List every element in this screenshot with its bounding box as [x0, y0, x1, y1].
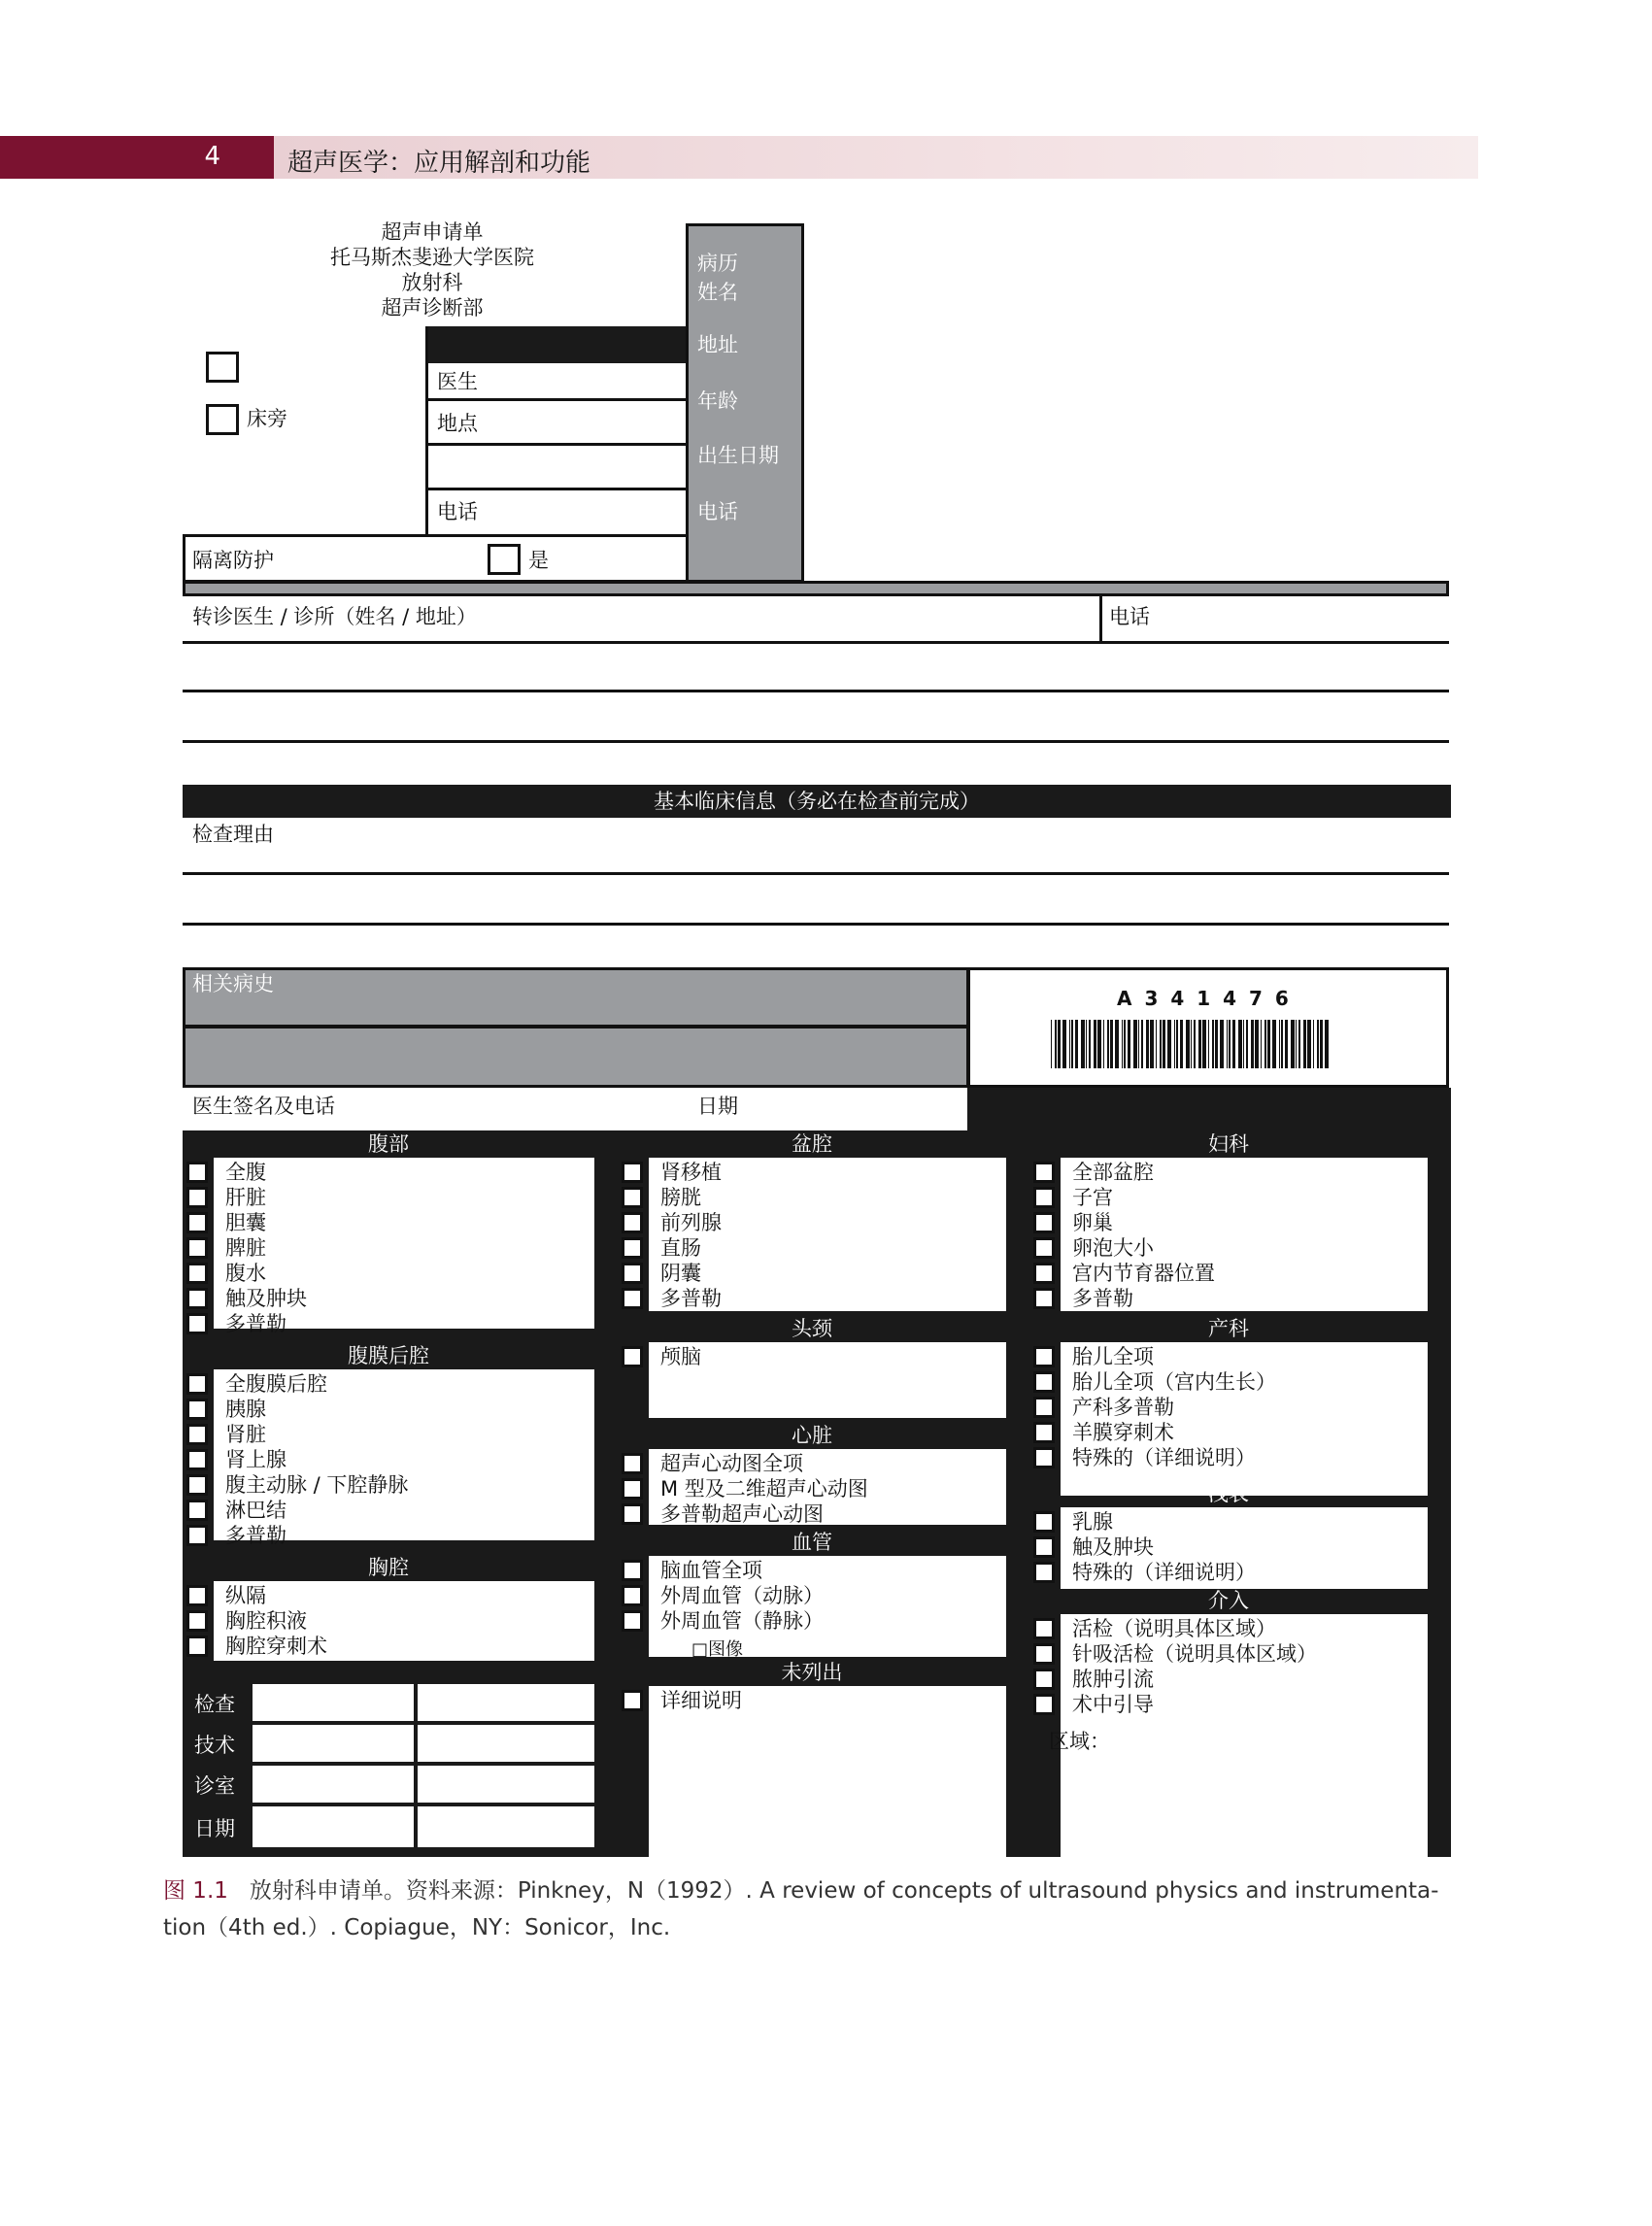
form-title [311, 219, 554, 320]
barcode-bar [1167, 1020, 1171, 1068]
barcode-bar [1094, 1020, 1096, 1068]
barcode-bar [1227, 1020, 1228, 1068]
exam-item-label: 针吸活检（说明具体区域） [1072, 1642, 1317, 1666]
exam-item-label: 触及肿块 [225, 1287, 307, 1310]
gyn-section [1029, 1158, 1428, 1311]
figure-caption [163, 1872, 1494, 1946]
exam-item-label: 淋巴结 [225, 1499, 287, 1522]
exam-checkbox[interactable] [1033, 1288, 1055, 1309]
exam-item-label: 多普勒 [1072, 1287, 1133, 1310]
image-option[interactable]: □图像 [691, 1639, 744, 1660]
log-row-label: 检查 [194, 1693, 235, 1716]
barcode-bar [1307, 1020, 1311, 1068]
exam-checkbox[interactable] [186, 1636, 208, 1657]
exam-checkbox[interactable] [186, 1313, 208, 1334]
barcode-bar [1163, 1020, 1165, 1068]
referring-phone-label: 电话 [1109, 605, 1150, 628]
exam-checkbox[interactable] [186, 1373, 208, 1395]
isolation-yes-label: 是 [528, 549, 549, 572]
exam-item-label: 子宫 [1072, 1186, 1113, 1209]
exam-checkbox[interactable] [622, 1610, 643, 1632]
barcode-bar [1202, 1020, 1206, 1068]
exam-item-label: 宫内节育器位置 [1072, 1262, 1215, 1285]
barcode-bar [1229, 1020, 1231, 1068]
log-cell[interactable] [253, 1725, 414, 1762]
form-title-line: 托马斯杰斐逊大学医院 [330, 246, 534, 269]
exam-item-label: 阴囊 [660, 1262, 701, 1285]
barcode-number: A 3 4 1 4 7 6 [1117, 987, 1292, 1010]
pelvis-section [618, 1158, 1006, 1311]
rule [183, 641, 1449, 644]
exam-checkbox[interactable] [1033, 1346, 1055, 1367]
barcode-bar [1071, 1020, 1073, 1068]
barcode-bar [1107, 1020, 1109, 1068]
barcode-bar [1069, 1020, 1070, 1068]
exam-checkbox[interactable] [186, 1610, 208, 1632]
exam-item-label: 胸腔积液 [225, 1609, 307, 1633]
exam-checkbox[interactable] [1033, 1643, 1055, 1665]
barcode-bar [1298, 1020, 1300, 1068]
rule [425, 488, 688, 490]
barcode-bar [1215, 1020, 1218, 1068]
rule [183, 740, 1449, 743]
barcode-bar [1110, 1020, 1113, 1068]
figure-number: 图 1.1 [163, 1878, 228, 1904]
superficial-section-title: 浅表 [1208, 1482, 1249, 1505]
exam-checkbox[interactable] [186, 1288, 208, 1309]
exam-log-table [183, 1680, 594, 1851]
bedside-checkbox[interactable] [206, 404, 239, 435]
exam-item-label: 乳腺 [1072, 1510, 1113, 1534]
form-title-line: 放射科 [401, 271, 463, 294]
exam-item-label: 全腹 [225, 1161, 266, 1184]
page-number-band [0, 136, 274, 179]
exam-item-label: 触及肿块 [1072, 1535, 1154, 1559]
exam-checkbox[interactable] [186, 1263, 208, 1284]
barcode-bar [1115, 1020, 1119, 1068]
form-title-line: 超声申请单 [381, 220, 484, 244]
history-label: 相关病史 [192, 972, 274, 995]
barcode-bar [1124, 1020, 1126, 1068]
barcode-bar [1194, 1020, 1196, 1068]
exam-item-label: 腹水 [225, 1262, 266, 1285]
barcode-bar [1232, 1020, 1235, 1068]
head-section-title: 头颈 [792, 1317, 832, 1340]
log-cell[interactable] [253, 1806, 414, 1847]
exam-item-label: 全部盆腔 [1072, 1161, 1154, 1184]
heart-section-title: 心脏 [792, 1424, 832, 1447]
exam-checkbox[interactable] [622, 1288, 643, 1309]
rule [425, 443, 688, 446]
abdomen-section-title: 腹部 [368, 1132, 409, 1156]
exam-item-label: 产科多普勒 [1072, 1396, 1174, 1419]
exam-item-label: 卵巢 [1072, 1211, 1113, 1234]
exam-item-label: 肾脏 [225, 1423, 266, 1446]
log-cell[interactable] [418, 1766, 594, 1803]
barcode-bar [1150, 1020, 1154, 1068]
exam-item-label: 术中引导 [1072, 1693, 1154, 1716]
exam-item-label: 详细说明 [660, 1689, 742, 1712]
exam-checkbox[interactable] [186, 1399, 208, 1420]
exam-checkbox[interactable] [622, 1162, 643, 1183]
black-field [425, 326, 688, 363]
exam-item-label: M 型及二维超声心动图 [660, 1477, 868, 1501]
retro-section [183, 1369, 594, 1547]
log-row-label: 技术 [194, 1734, 235, 1757]
barcode-bar [1212, 1020, 1214, 1068]
exam-checkbox[interactable] [186, 1500, 208, 1521]
exam-checkbox[interactable] [622, 1585, 643, 1606]
barcode-bar [1220, 1020, 1224, 1068]
barcode-bar [1062, 1020, 1066, 1068]
doctor-label: 医生 [437, 370, 478, 393]
barcode-bar [1281, 1020, 1283, 1068]
rule [183, 923, 1449, 926]
log-cell[interactable] [253, 1766, 414, 1803]
exam-checkbox[interactable] [1033, 1371, 1055, 1393]
vessel-section [618, 1556, 1006, 1660]
barcode-bar [1191, 1020, 1192, 1068]
exam-item-label: 卵泡大小 [1072, 1236, 1154, 1260]
caption-line-1: 放射科申请单。资料来源：Pinkney，N（1992）. A review of concepts of ultrasound physics and instrumenta- [249, 1878, 1439, 1904]
exam-checkbox[interactable] [622, 1453, 643, 1474]
exam-item-label: 多普勒 [225, 1312, 287, 1335]
rule [183, 690, 1449, 692]
exam-item-label: 膀胱 [660, 1186, 701, 1209]
log-cell[interactable] [418, 1725, 594, 1762]
log-cell[interactable] [253, 1684, 414, 1721]
exam-item-label: 多普勒 [225, 1524, 287, 1547]
log-row-label: 日期 [194, 1817, 235, 1840]
barcode-bar [1303, 1020, 1306, 1068]
patient-phone-label: 电话 [697, 500, 738, 523]
field-stack-border [425, 326, 428, 534]
exam-item-label: 胰腺 [225, 1398, 266, 1421]
exam-item-label: 肾上腺 [225, 1448, 287, 1471]
gyn-section-title: 妇科 [1208, 1132, 1249, 1156]
barcode-bar [1141, 1020, 1143, 1068]
barcode-bar [1198, 1020, 1201, 1068]
barcode-bar [1146, 1020, 1149, 1068]
grey-divider-band [183, 581, 1449, 596]
chest-section-title: 胸腔 [368, 1556, 409, 1579]
barcode-bar [1208, 1020, 1209, 1068]
head-section [618, 1342, 1006, 1418]
exam-checkbox[interactable] [186, 1162, 208, 1183]
unlisted-section [618, 1686, 1006, 1865]
exam-item-label: 胆囊 [225, 1211, 266, 1234]
obs-section [1029, 1342, 1428, 1496]
barcode-bar [1097, 1020, 1101, 1068]
barcode-bar [1103, 1020, 1104, 1068]
exam-item-label: 外周血管（静脉） [660, 1609, 824, 1633]
exam-checkbox[interactable] [1033, 1187, 1055, 1208]
barcode-bar [1180, 1020, 1183, 1068]
isolation-label: 隔离防护 [192, 549, 274, 572]
rule [1099, 596, 1102, 643]
barcode-bar [1320, 1020, 1323, 1068]
barcode-bar [1058, 1020, 1061, 1068]
isolation-yes-checkbox[interactable] [488, 544, 521, 575]
signature-label: 医生签名及电话 [192, 1095, 335, 1118]
barcode-bar [1089, 1020, 1091, 1068]
exam-item-label: 多普勒超声心动图 [660, 1502, 824, 1526]
retro-section-title: 腹膜后腔 [348, 1344, 429, 1367]
barcode-bar [1264, 1020, 1266, 1068]
exam-item-label: 活检（说明具体区域） [1072, 1617, 1276, 1640]
exam-item-label: 胎儿全项 [1072, 1345, 1154, 1368]
phone-label: 电话 [437, 500, 478, 523]
barcode-bar [1186, 1020, 1190, 1068]
exam-item-label: 特殊的（详细说明） [1072, 1446, 1256, 1469]
barcode-icon [1051, 1020, 1332, 1070]
barcode-bar [1086, 1020, 1087, 1068]
exam-checkbox[interactable] [622, 1237, 643, 1259]
exam-checkbox[interactable] [1033, 1447, 1055, 1468]
exam-item-label: 肝脏 [225, 1186, 266, 1209]
exam-item-label: 直肠 [660, 1236, 701, 1260]
exam-checkbox[interactable] [1033, 1562, 1055, 1583]
book-title: 超声医学：应用解剖和功能 [287, 149, 591, 178]
log-cell[interactable] [418, 1806, 594, 1847]
barcode-bar [1122, 1020, 1123, 1068]
interv-section-title: 介入 [1208, 1589, 1249, 1612]
record-label: 病历 [697, 252, 738, 275]
barcode-bar [1243, 1020, 1244, 1068]
barcode-bar [1255, 1020, 1259, 1068]
barcode-bar [1246, 1020, 1248, 1068]
exam-item-label: 胎儿全项（宫内生长） [1072, 1370, 1276, 1394]
barcode-bar [1128, 1020, 1130, 1068]
barcode-bar [1296, 1020, 1297, 1068]
barcode-bar [1238, 1020, 1242, 1068]
barcode-bar [1325, 1020, 1329, 1068]
exam-item-label: 前列腺 [660, 1211, 722, 1234]
barcode-bar [1138, 1020, 1139, 1068]
exam-item-label: 特殊的（详细说明） [1072, 1561, 1256, 1584]
date-label: 日期 [697, 1095, 738, 1118]
exam-checkbox[interactable] [622, 1263, 643, 1284]
clinical-info-header [183, 785, 1451, 818]
history-field [183, 967, 969, 1028]
barcode-bar [1176, 1020, 1178, 1068]
barcode-bar [1174, 1020, 1175, 1068]
exam-checkbox[interactable] [622, 1503, 643, 1525]
interv-section [1029, 1614, 1428, 1865]
exam-item-label: 外周血管（动脉） [660, 1584, 824, 1607]
section-panel [649, 1342, 1006, 1418]
area-label: 区域： [1049, 1730, 1110, 1753]
exam-checkbox[interactable] [622, 1212, 643, 1233]
unlabeled-checkbox[interactable] [206, 352, 239, 383]
obs-section-title: 产科 [1208, 1317, 1249, 1340]
barcode-bar [1279, 1020, 1280, 1068]
log-row-label: 诊室 [194, 1774, 235, 1798]
exam-checkbox[interactable] [1033, 1162, 1055, 1183]
barcode-bar [1156, 1020, 1157, 1068]
exam-checkbox[interactable] [622, 1346, 643, 1367]
exam-checkbox[interactable] [622, 1560, 643, 1581]
dob-label: 出生日期 [697, 444, 779, 467]
exam-item-label: 胸腔穿刺术 [225, 1635, 327, 1658]
exam-item-label: 超声心动图全项 [660, 1452, 803, 1475]
barcode-bar [1251, 1020, 1254, 1068]
exam-checkbox[interactable] [622, 1690, 643, 1711]
exam-checkbox[interactable] [1033, 1212, 1055, 1233]
barcode-bar [1075, 1020, 1078, 1068]
vessel-section-title: 血管 [792, 1531, 832, 1554]
exam-item-label: 全腹膜后腔 [225, 1372, 327, 1396]
barcode-bar [1291, 1020, 1295, 1068]
exam-checkbox[interactable] [622, 1187, 643, 1208]
form-title-line: 超声诊断部 [381, 296, 484, 320]
barcode-bar [1313, 1020, 1314, 1068]
location-label: 地点 [437, 412, 478, 435]
clinical-info-title: 基本临床信息（务必在检查前完成） [654, 790, 980, 813]
exam-checkbox[interactable] [186, 1449, 208, 1470]
page-number: 4 [204, 142, 220, 171]
exam-item-label: 脓肿引流 [1072, 1668, 1154, 1691]
age-label: 年龄 [697, 389, 738, 413]
barcode-bar [1160, 1020, 1162, 1068]
superficial-section [1029, 1507, 1428, 1589]
exam-item-label: 脾脏 [225, 1236, 266, 1260]
exam-checkbox[interactable] [622, 1478, 643, 1500]
barcode-bar [1055, 1020, 1057, 1068]
exam-item-label: 羊膜穿刺术 [1072, 1421, 1174, 1444]
barcode-bar [1285, 1020, 1288, 1068]
exam-checkbox[interactable] [1033, 1237, 1055, 1259]
black-block [967, 1088, 1451, 1132]
exam-checkbox[interactable] [1033, 1669, 1055, 1690]
exam-item-label: 脑血管全项 [660, 1559, 762, 1582]
log-cell[interactable] [418, 1684, 594, 1721]
barcode-bar [1133, 1020, 1137, 1068]
exam-item-label: 肾移植 [660, 1161, 722, 1184]
exam-checkbox[interactable] [1033, 1536, 1055, 1558]
caption-line-2: tion（4th ed.）. Copiague，NY：Sonicor，Inc. [163, 1915, 671, 1940]
unlisted-section-title: 未列出 [781, 1661, 843, 1684]
barcode-bar [1317, 1020, 1319, 1068]
bedside-label: 床旁 [247, 407, 287, 430]
exam-checkbox[interactable] [186, 1474, 208, 1496]
barcode-bar [1081, 1020, 1085, 1068]
running-title-band [274, 136, 1478, 179]
pelvis-section-title: 盆腔 [792, 1132, 832, 1156]
exam-checkbox[interactable] [1033, 1397, 1055, 1418]
exam-checkbox[interactable] [186, 1187, 208, 1208]
exam-checkbox[interactable] [186, 1525, 208, 1546]
barcode-bar [1272, 1020, 1276, 1068]
barcode-bar [1261, 1020, 1262, 1068]
exam-checkbox[interactable] [186, 1212, 208, 1233]
exam-checkbox[interactable] [186, 1585, 208, 1606]
exam-checkbox[interactable] [1033, 1618, 1055, 1639]
chest-section [183, 1581, 594, 1661]
rule [425, 398, 688, 401]
rule [183, 872, 1449, 875]
exam-item-label: 纵隔 [225, 1584, 266, 1607]
exam-item-label: 多普勒 [660, 1287, 722, 1310]
barcode-bar [1051, 1020, 1052, 1068]
exam-checkbox[interactable] [1033, 1511, 1055, 1533]
exam-checkbox[interactable] [1033, 1263, 1055, 1284]
exam-checkbox[interactable] [186, 1424, 208, 1445]
barcode-bar [1267, 1020, 1270, 1068]
exam-item-label: 腹主动脉 / 下腔静脉 [225, 1473, 409, 1497]
exam-checkbox[interactable] [186, 1237, 208, 1259]
referring-label: 转诊医生 / 诊所（姓名 / 地址） [192, 605, 477, 628]
name-label: 姓名 [697, 281, 738, 304]
exam-item-label: 颅脑 [660, 1345, 701, 1368]
abdomen-section [183, 1158, 594, 1335]
reason-label: 检查理由 [192, 823, 274, 846]
address-label: 地址 [697, 333, 738, 356]
exam-checkbox[interactable] [1033, 1422, 1055, 1443]
heart-section [618, 1449, 1006, 1525]
history-field-2 [183, 1026, 969, 1088]
exam-checkbox[interactable] [1033, 1694, 1055, 1715]
